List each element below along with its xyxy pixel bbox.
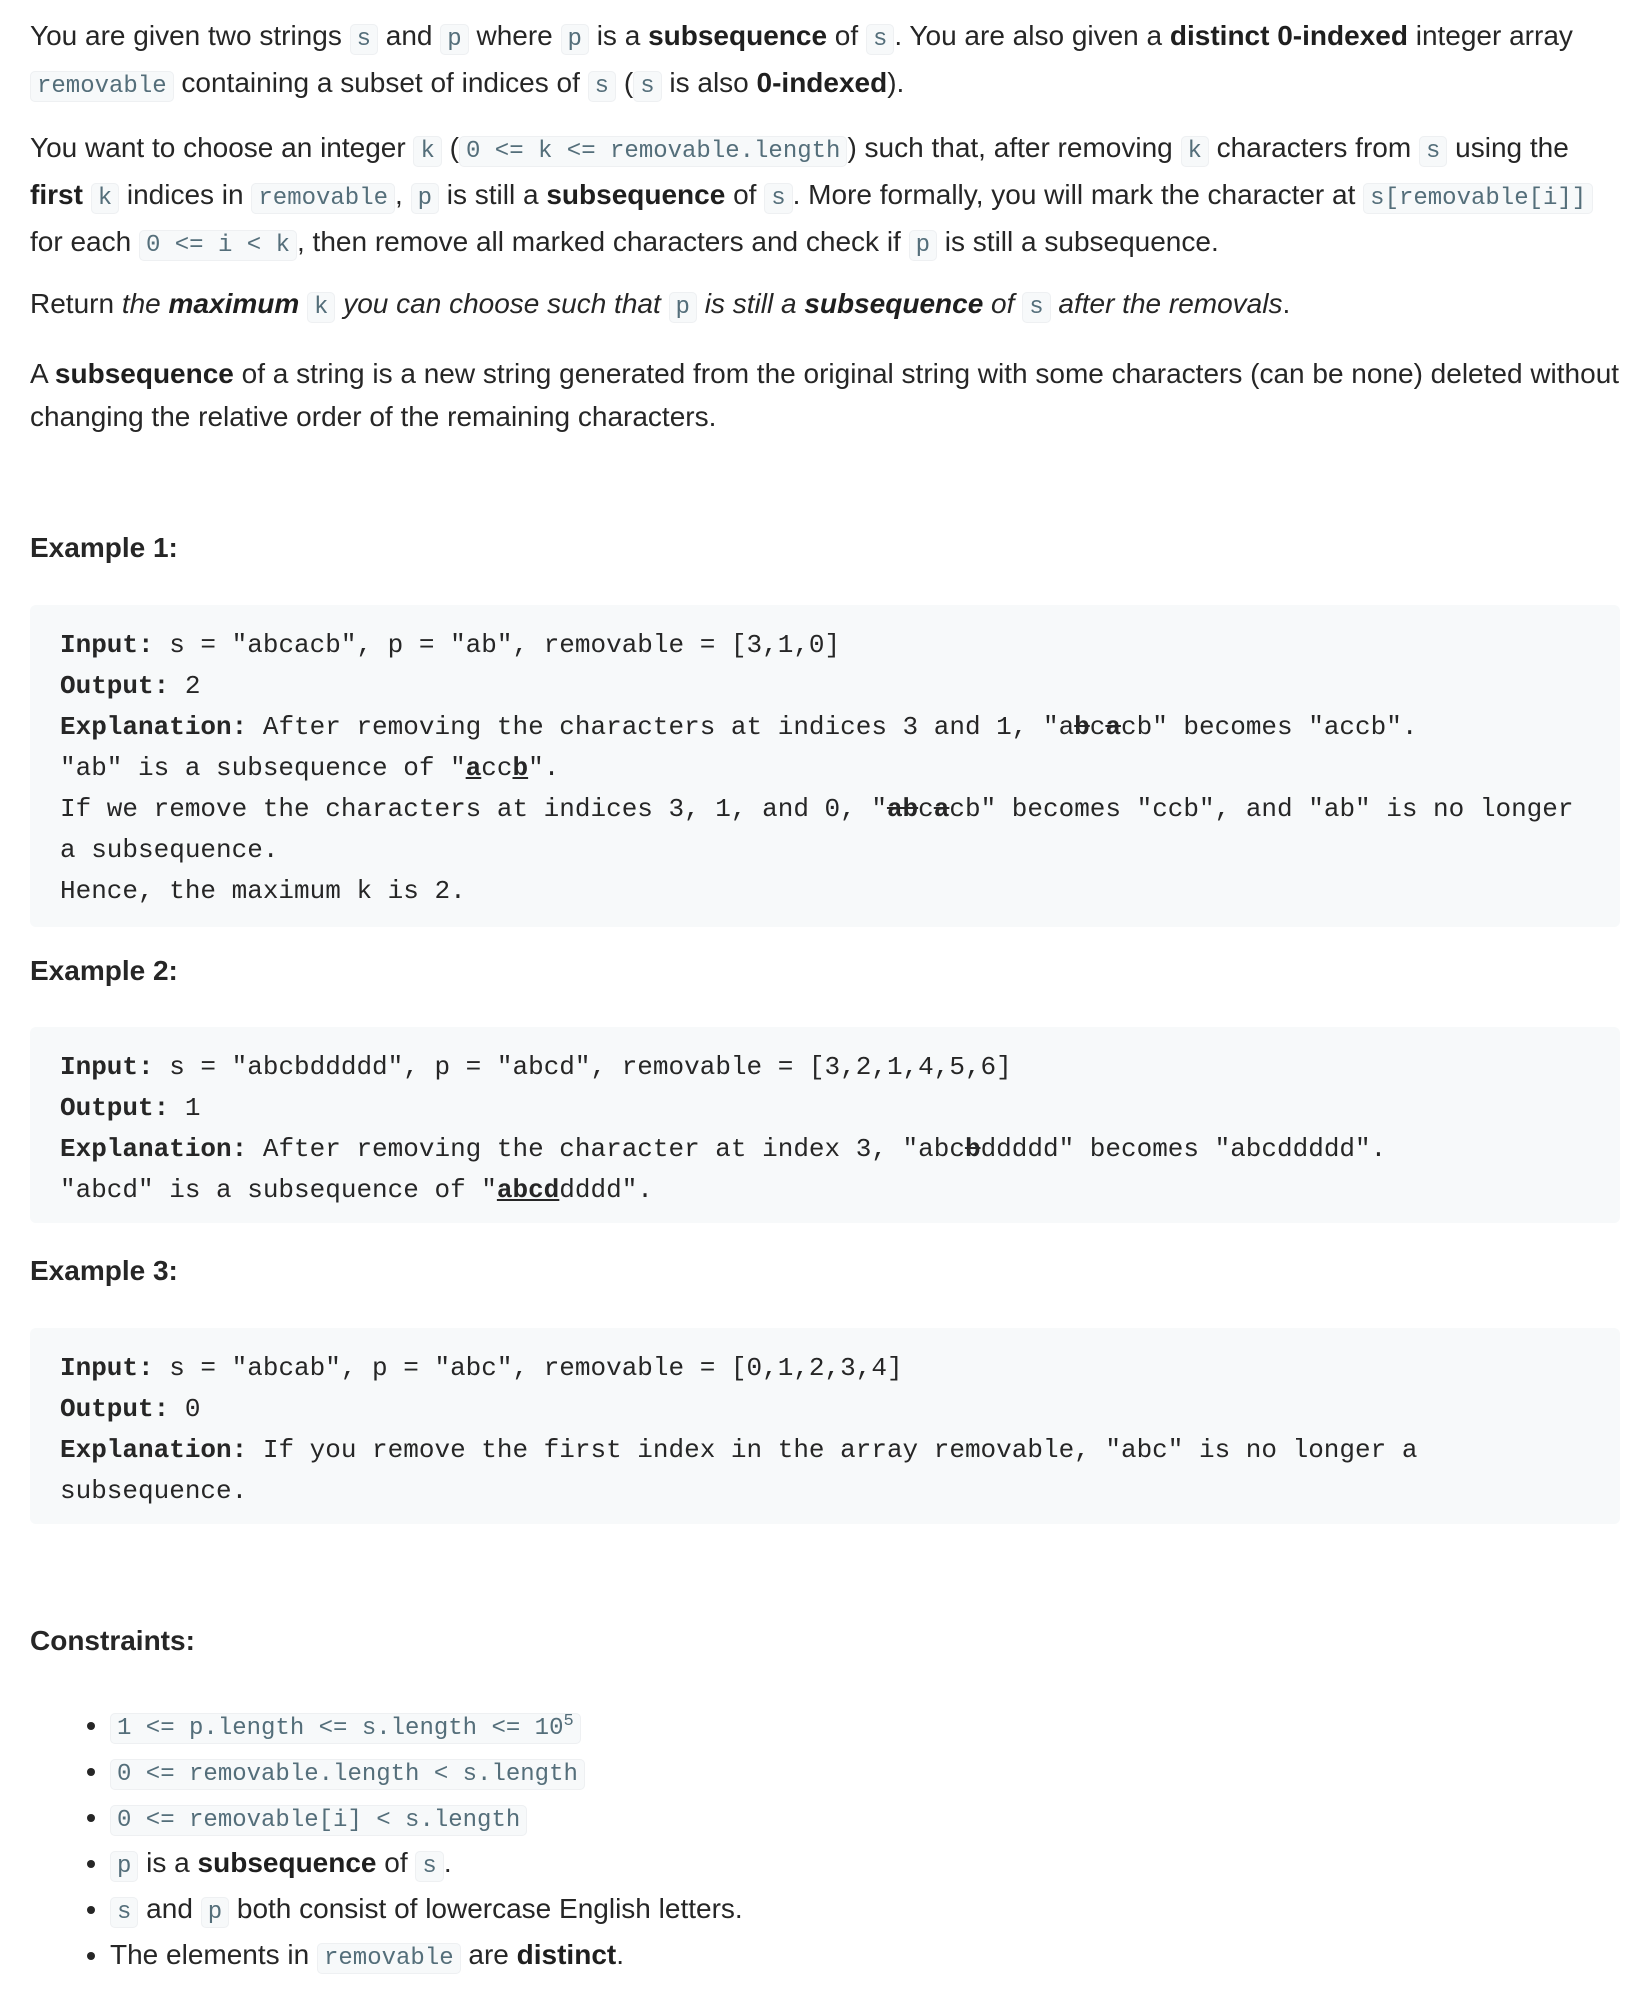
intro-paragraph-2: You want to choose an integer k ( 0 <= k <= removable.length ) such that, after removing k characters from s using the first k indices in removable , p is still a subsequence of s . More formally, you will mark the character at s[removable[i]] for each 0 <= i < k , then remove all marked characters and check if p is still a subsequence. [30,126,1620,267]
code-removable: removable [30,71,174,102]
code-p: p [561,24,589,55]
code-s: s [764,183,792,214]
code-p: p [909,230,937,261]
constraint-item: • 1 <= p.length <= s.length <= $10^5$ [110,1704,743,1750]
code-s: s [633,71,661,102]
example-1-title: Example 1: [30,532,178,563]
example-1-block: Input: s = "abcacb", p = "ab", removable = [3,1,0] Output: 2 Explanation: After removing the characters at indices 3 and 1, "abcacb" becomes "accb". "ab" is a subsequence of "accb". If we remove the characters at indices 3, 1, and 0, "abcacb" becomes "ccb", and "ab" is no longer a subsequence. Hence, the maximum k is 2. [30,605,1620,927]
code-k: k [91,183,119,214]
code-k: k [413,136,441,167]
code-s: s [866,24,894,55]
constraint-item: • s and p both consist of lowercase English letters. [110,1888,743,1934]
example-3-title: Example 3: [30,1255,178,1286]
code-removable: removable [251,183,395,214]
code-s: s [350,24,378,55]
code-p: p [411,183,439,214]
example-3-block: Input: s = "abcab", p = "abc", removable = [0,1,2,3,4] Output: 0 Explanation: If you remove the first index in the array removable, "abc" is no longer a subsequence. [30,1328,1620,1524]
constraint-item: • The elements in removable are distinct. [110,1934,743,1980]
code-k: k [1181,136,1209,167]
code-p: p [669,292,697,323]
code-s: s [1022,292,1050,323]
code-s: s [588,71,616,102]
code-i-condition: 0 <= i < k [139,230,297,261]
constraint-item: • p is a subsequence of s . [110,1842,743,1888]
example-2-block: Input: s = "abcbddddd", p = "abcd", removable = [3,2,1,4,5,6] Output: 1 Explanation: After removing the character at index 3, "abcbddddd" becomes "abcddddd". "abcd" is a subsequence of "abcddddd". [30,1027,1620,1223]
intro-paragraph-3: Return the maximum k you can choose such that p is still a subsequence of s after the removals. [30,288,1291,321]
code-s-removable-i: s[removable[i]] [1363,183,1593,214]
constraint-item: • 0 <= removable[i] < s.length [110,1796,743,1842]
code-k: k [307,292,335,323]
constraints-list [30,1704,743,1980]
example-2-title: Example 2: [30,955,178,986]
code-s: s [1419,136,1447,167]
intro-paragraph-4: A subsequence of a string is a new string generated from the original string with some characters (can be none) deleted without changing the relative order of the remaining characters. [30,358,1620,432]
code-p: p [440,24,468,55]
constraint-item: • 0 <= removable.length < s.length [110,1750,743,1796]
constraints-title: Constraints: [30,1625,195,1656]
intro-paragraph-1: You are given two strings s and p where p is a subsequence of s . You are also given a distinct 0-indexed integer array removable containing a subset of indices of s ( s is also 0-indexed). [30,20,1573,100]
code-k-range: 0 <= k <= removable.length [459,136,847,167]
